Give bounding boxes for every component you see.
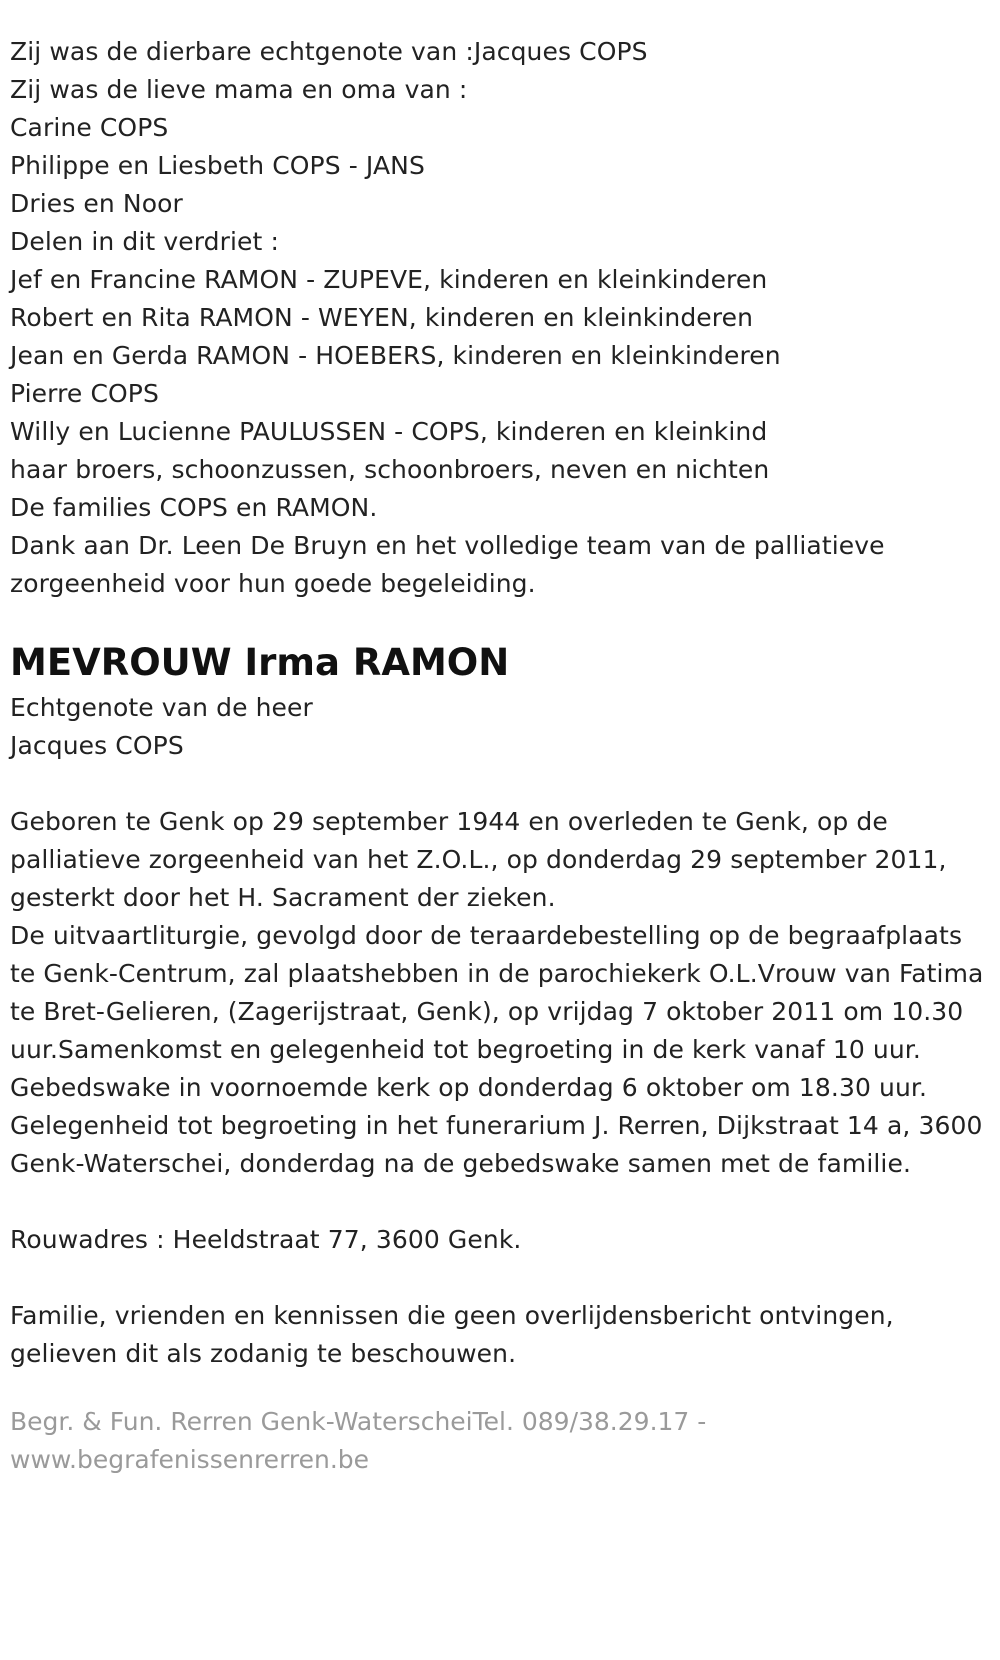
intro-section — [10, 33, 990, 603]
spouse-name: Jacques COPS — [10, 731, 184, 760]
intro-line: Dries en Noor — [10, 189, 183, 218]
intro-line: Zij was de lieve mama en oma van : — [10, 75, 468, 104]
intro-line: Philippe en Liesbeth COPS - JANS — [10, 151, 425, 180]
intro-line: Pierre COPS — [10, 379, 159, 408]
mourning-address: Rouwadres : Heeldstraat 77, 3600 Genk. — [10, 1225, 522, 1254]
deceased-name-title: MEVROUW Irma RAMON — [10, 641, 510, 684]
intro-line: Zij was de dierbare echtgenote van :Jacques COPS — [10, 37, 648, 66]
notice-paragraph: Familie, vrienden en kennissen die geen overlijdensbericht ontvingen, gelieven dit als zodanig te beschouwen. — [10, 1301, 894, 1368]
wake-paragraph: Gebedswake in voornoemde kerk op donderdag 6 oktober om 18.30 uur. — [10, 1073, 928, 1102]
intro-line: Delen in dit verdriet : — [10, 227, 280, 256]
intro-line: Jef en Francine RAMON - ZUPEVE, kinderen en kleinkinderen — [10, 265, 768, 294]
intro-line: Carine COPS — [10, 113, 169, 142]
intro-line: De families COPS en RAMON. — [10, 493, 378, 522]
intro-line: Willy en Lucienne PAULUSSEN - COPS, kinderen en kleinkind — [10, 417, 768, 446]
funeral-paragraph: De uitvaartliturgie, gevolgd door de teraardebestelling op de begraafplaats te Genk-Centrum, zal plaatshebben in de parochiekerk O.L.Vrouw van Fatima te Bret-Gelieren, (Zagerijstraat, Genk), op vrijdag 7 oktober 2011 om 10.30 uur.Samenkomst en gelegenheid tot begroeting in de kerk vanaf 10 uur. — [10, 921, 984, 1064]
intro-line: Robert en Rita RAMON - WEYEN, kinderen en kleinkinderen — [10, 303, 754, 332]
born-died-paragraph: Geboren te Genk op 29 september 1944 en overleden te Genk, op de palliatieve zorgeenheid van het Z.O.L., op donderdag 29 september 2011, gesterkt door het H. Sacrament der zieken. — [10, 807, 947, 912]
visitation-paragraph: Gelegenheid tot begroeting in het funerarium J. Rerren, Dijkstraat 14 a, 3600 Genk-Waterschei, donderdag na de gebedswake samen met de familie. — [10, 1111, 983, 1178]
spouse-line: Echtgenote van de heer — [10, 693, 313, 722]
intro-line: Jean en Gerda RAMON - HOEBERS, kinderen en kleinkinderen — [10, 341, 781, 370]
funeral-home-footer: Begr. & Fun. Rerren Genk-WaterscheiTel. 089/38.29.17 - www.begrafenissenrerren.be — [10, 1407, 707, 1474]
intro-line: haar broers, schoonzussen, schoonbroers, neven en nichten — [10, 455, 770, 484]
thanks-paragraph: Dank aan Dr. Leen De Bruyn en het volledige team van de palliatieve zorgeenheid voor hun goede begeleiding. — [10, 531, 885, 598]
